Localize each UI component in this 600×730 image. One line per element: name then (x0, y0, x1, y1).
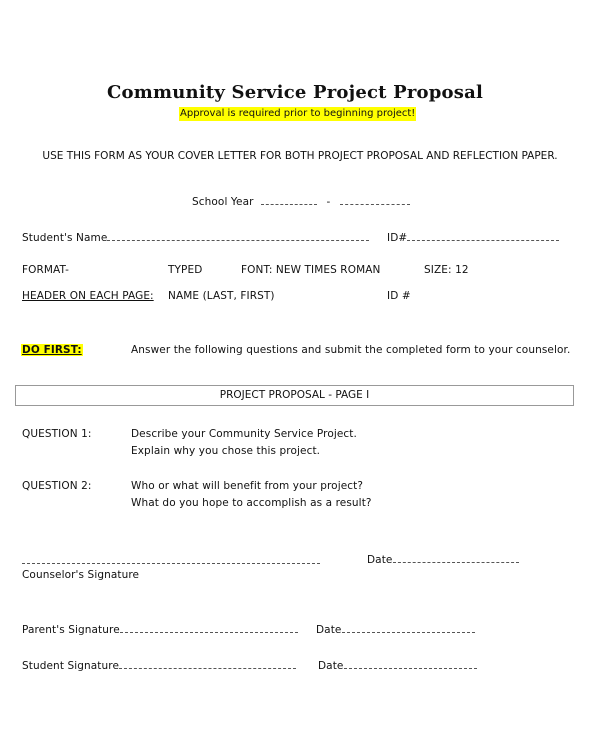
student-name-field[interactable] (107, 230, 369, 241)
question-2-label: QUESTION 2: (22, 480, 92, 492)
header-label: HEADER ON EACH PAGE: (22, 290, 154, 302)
parent-signature-row (22, 622, 298, 636)
parent-signature-field[interactable] (120, 622, 298, 633)
counselor-date-label: Date (367, 554, 393, 566)
counselor-date-field[interactable] (393, 552, 519, 563)
school-year-end-field[interactable] (340, 194, 410, 205)
section-title: PROJECT PROPOSAL - PAGE I (219, 389, 370, 401)
parent-date-row (316, 622, 475, 636)
school-year-row (192, 194, 410, 208)
question-2-line-1: Who or what will benefit from your project? (131, 480, 364, 492)
student-id-label: ID# (387, 232, 408, 244)
student-name-label: Student's Name (22, 232, 108, 244)
parent-date-field[interactable] (342, 622, 475, 633)
counselor-signature-label: Counselor's Signature (22, 569, 140, 581)
student-date-label: Date (318, 660, 344, 672)
student-signature-row (22, 658, 296, 672)
student-id-row (387, 230, 559, 244)
school-year-separator: - (326, 196, 331, 208)
student-signature-label: Student Signature (22, 660, 120, 672)
student-date-field[interactable] (344, 658, 477, 669)
instructions: USE THIS FORM AS YOUR COVER LETTER FOR BOTH PROJECT PROPOSAL AND REFLECTION PAPER. (42, 150, 558, 162)
school-year-label: School Year (192, 196, 254, 208)
student-id-field[interactable] (407, 230, 559, 241)
counselor-signature-field[interactable] (22, 563, 320, 564)
question-1-line-1: Describe your Community Service Project. (131, 428, 357, 440)
do-first-label-wrapper (21, 344, 83, 356)
student-signature-field[interactable] (119, 658, 296, 669)
student-date-row (318, 658, 477, 672)
counselor-date-row (367, 552, 519, 566)
question-1-line-2: Explain why you chose this project. (131, 445, 321, 457)
format-font: FONT: NEW TIMES ROMAN (241, 264, 381, 276)
header-id: ID # (387, 290, 411, 302)
parent-date-label: Date (316, 624, 342, 636)
format-size: SIZE: 12 (424, 264, 469, 276)
do-first-label: DO FIRST: (22, 344, 82, 356)
question-1-label: QUESTION 1: (22, 428, 92, 440)
question-2-line-2: What do you hope to accomplish as a result? (131, 497, 372, 509)
format-type: TYPED (168, 264, 203, 276)
header-name: NAME (LAST, FIRST) (168, 290, 275, 302)
school-year-start-field[interactable] (261, 194, 317, 205)
student-name-row (22, 230, 369, 244)
document-title: Community Service Project Proposal (107, 82, 483, 103)
approval-notice: Approval is required prior to beginning project! (180, 108, 416, 119)
parent-signature-label: Parent's Signature (22, 624, 120, 636)
do-first-text: Answer the following questions and submit the completed form to your counselor. (131, 344, 571, 356)
format-label: FORMAT- (22, 264, 69, 276)
section-title-box (15, 385, 574, 406)
